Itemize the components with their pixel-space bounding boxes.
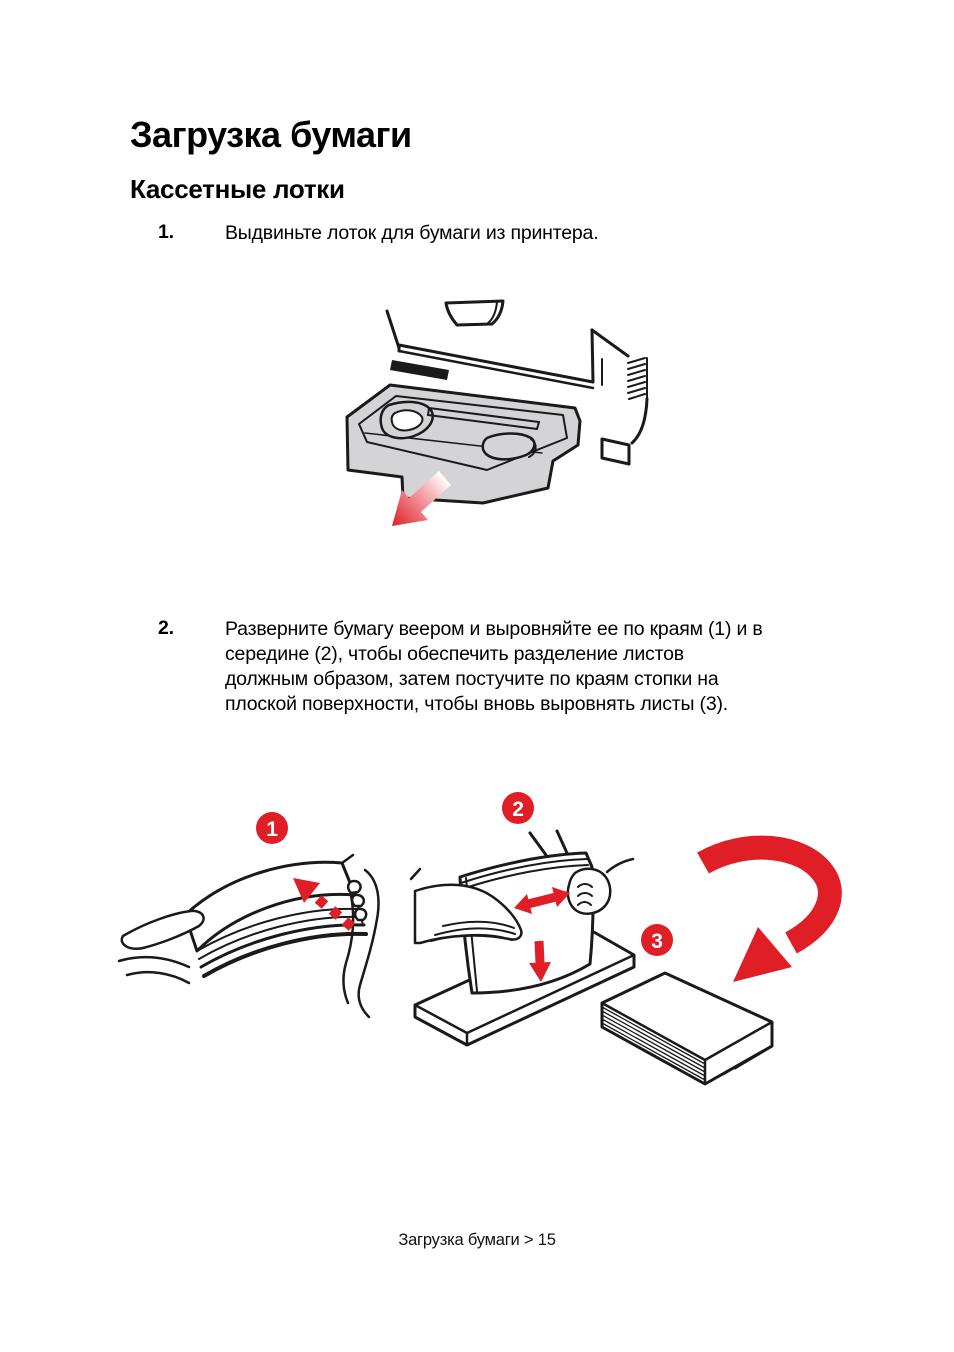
printer-tray-figure bbox=[337, 281, 667, 541]
step-text-line: Разверните бумагу веером и выровняйте ее по краям (1) и в bbox=[225, 618, 763, 640]
printer-foot bbox=[602, 439, 629, 464]
paper-prep-illustration bbox=[115, 775, 915, 1110]
right-hand bbox=[568, 869, 610, 914]
paper-prep-figure bbox=[115, 775, 915, 1110]
step-number: 2. bbox=[158, 617, 174, 639]
side-vent bbox=[628, 358, 647, 399]
tray-right-guide bbox=[483, 434, 535, 460]
page-footer: Загрузка бумаги > 15 bbox=[398, 1231, 556, 1249]
rotate-arrow-icon bbox=[703, 848, 830, 982]
svg-text:3: 3 bbox=[651, 930, 663, 953]
step-text-line: середине (2), чтобы обеспечить разделение листов bbox=[225, 643, 684, 665]
step-text-line: Выдвиньте лоток для бумаги из принтера. bbox=[225, 222, 599, 244]
printer-illustration bbox=[337, 281, 667, 541]
fanning-hands-illustration bbox=[119, 812, 420, 1017]
left-hand bbox=[122, 911, 204, 949]
feed-slot-shadow bbox=[390, 360, 449, 380]
printer-left-edge bbox=[387, 311, 399, 348]
step-text-line: плоской поверхности, чтобы вновь выровнять листы (3). bbox=[225, 693, 728, 715]
page-title: Загрузка бумаги bbox=[130, 114, 412, 155]
section-heading: Кассетные лотки bbox=[130, 174, 345, 204]
svg-text:2: 2 bbox=[512, 798, 524, 821]
svg-text:1: 1 bbox=[266, 818, 278, 841]
step-text-line: должным образом, затем постучите по краям стопки на bbox=[225, 668, 719, 690]
aligned-stack-illustration bbox=[602, 924, 772, 1084]
step-number: 1. bbox=[158, 221, 174, 243]
right-hand bbox=[344, 869, 420, 1017]
